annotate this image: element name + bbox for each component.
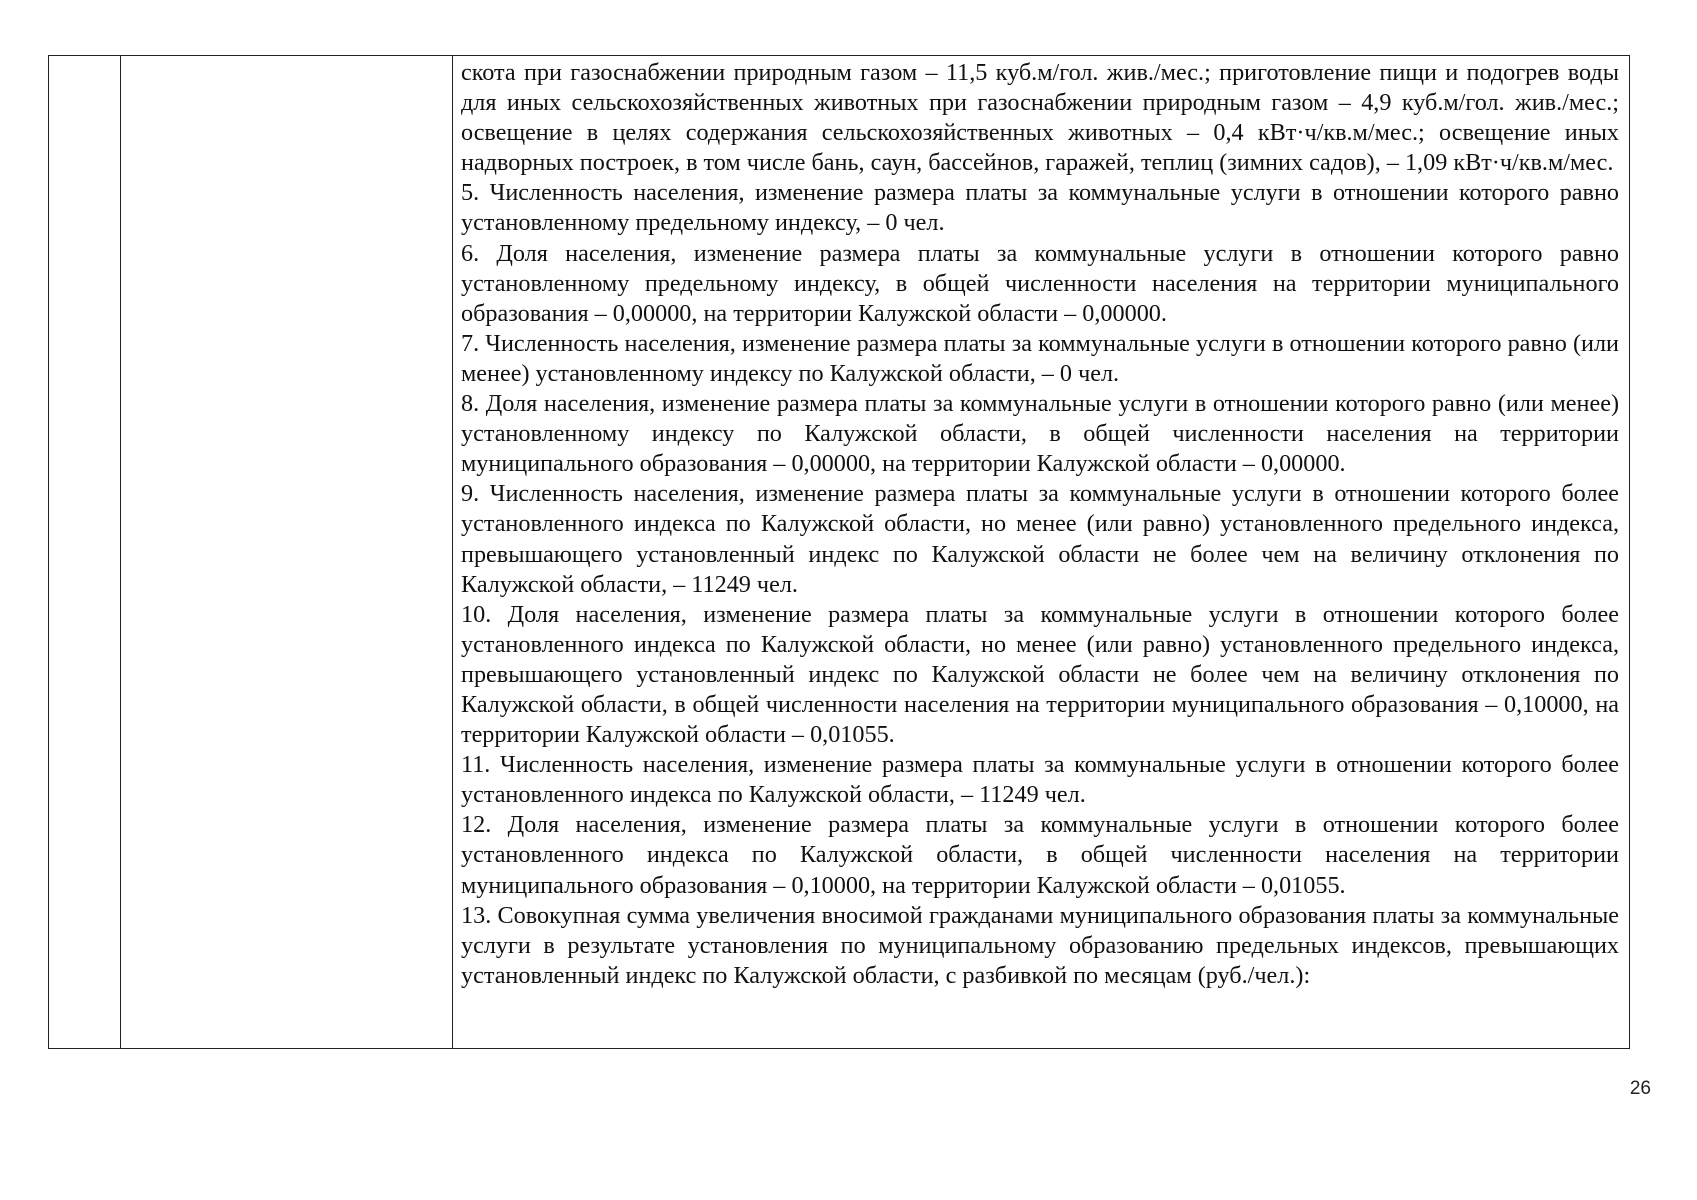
- paragraph-item-6: 6. Доля населения, изменение размера платы за коммунальные услуги в отношении которого равно установленному предельному индексу, в общей численности населения на территории муниципального образования – 0,00000, на территории Калужской области – 0,00000.: [461, 239, 1619, 327]
- paragraph-item-8: 8. Доля населения, изменение размера платы за коммунальные услуги в отношении которого равно (или менее) установленному индексу по Калужской области, в общей численности населения на территории муниципального образования – 0,00000, на территории Калужской области – 0,00000.: [461, 390, 1619, 478]
- paragraph-item-7: 7. Численность населения, изменение размера платы за коммунальные услуги в отношении которого равно (или менее) установленному индексу по Калужской области, – 0 чел.: [461, 329, 1619, 387]
- paragraph-item-5: 5. Численность населения, изменение размера платы за коммунальные услуги в отношении которого равно установленному предельному индексу, – 0 чел.: [461, 179, 1619, 237]
- paragraph-item-10: 10. Доля населения, изменение размера платы за коммунальные услуги в отношении которого более установленного индекса по Калужской области, но менее (или равно) установленного предельного индекса, превышающего установленный индекс по Калужской области не более чем на величину отклонения по Калужской области, в общей численности населения на территории муниципального образования – 0,10000, на территории Калужской области – 0,01055.: [461, 600, 1619, 749]
- row-number-cell: [49, 56, 121, 1048]
- paragraph-item-11: 11. Численность населения, изменение размера платы за коммунальные услуги в отношении которого более установленного индекса по Калужской области, – 11249 чел.: [461, 751, 1619, 809]
- content-cell: [453, 56, 1629, 1048]
- paragraph-continuation: скота при газоснабжении природным газом – 11,5 куб.м/гол. жив./мес.; приготовление пищи и подогрев воды для иных сельскохозяйственных животных при газоснабжении природным газом – 4,9 куб.м/гол. жив./мес.; освещение в целях содержания сельскохозяйственных животных – 0,4 кВт·ч/кв.м/мес.; освещение иных надворных построек, в том числе бань, саун, бассейнов, гаражей, теплиц (зимних садов), – 1,09 кВт·ч/кв.м/мес.: [461, 59, 1619, 177]
- paragraph-item-12: 12. Доля населения, изменение размера платы за коммунальные услуги в отношении которого более установленного индекса по Калужской области, в общей численности населения на территории муниципального образования – 0,10000, на территории Калужской области – 0,01055.: [461, 811, 1619, 899]
- row-name-cell: [121, 56, 453, 1048]
- page-number: 26: [1629, 1078, 1651, 1099]
- paragraph-item-9: 9. Численность населения, изменение размера платы за коммунальные услуги в отношении которого более установленного индекса по Калужской области, но менее (или равно) установленного предельного индекса, превышающего установленный индекс по Калужской области не более чем на величину отклонения по Калужской области, – 11249 чел.: [461, 480, 1619, 598]
- document-table: [48, 55, 1630, 1049]
- paragraph-item-13: 13. Совокупная сумма увеличения вносимой гражданами муниципального образования платы за коммунальные услуги в результате установления по муниципальному образованию предельных индексов, превышающих установленный индекс по Калужской области, с разбивкой по месяцам (руб./чел.):: [461, 901, 1619, 989]
